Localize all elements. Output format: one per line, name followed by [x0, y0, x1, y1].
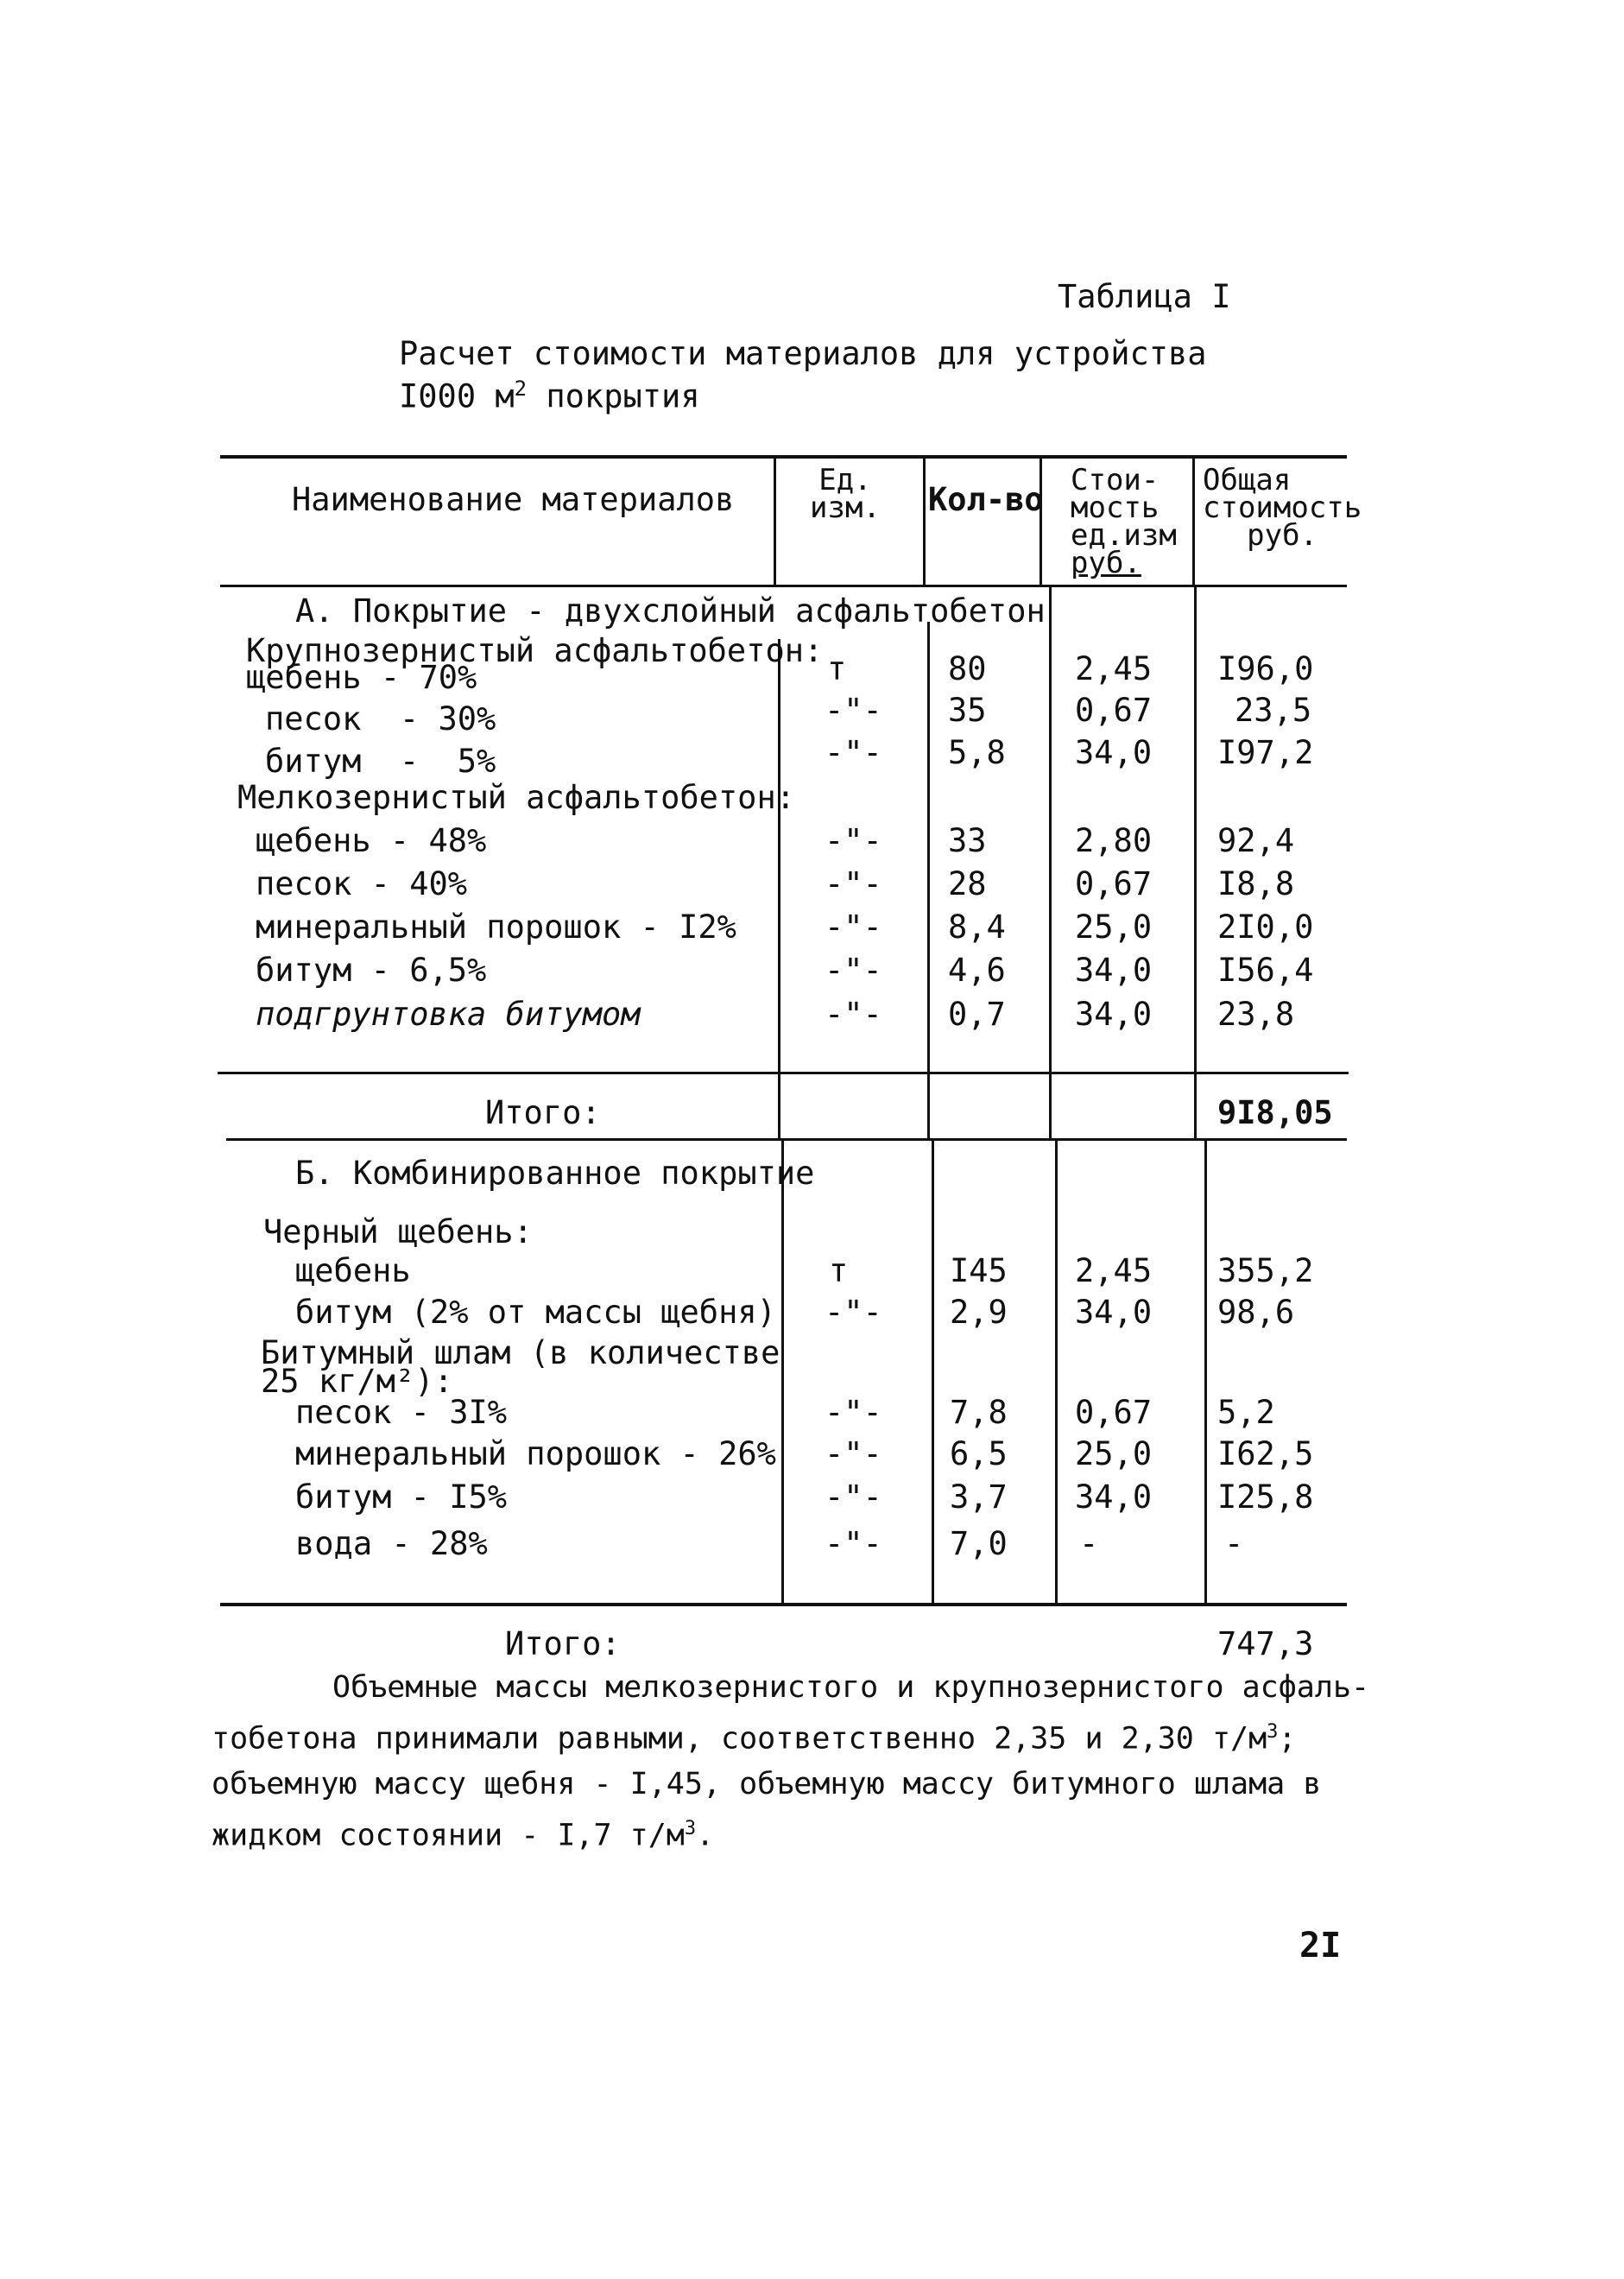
row-fine-1-qty: 28 [948, 865, 987, 902]
row-fine-4-name: подгрунтовка битумом [256, 996, 641, 1033]
row-fine-4-qty: 0,7 [948, 996, 1006, 1033]
row-fine-2-price: 25,0 [1075, 908, 1153, 946]
row-fine-3-name: битум - 6,5% [256, 952, 487, 989]
row-coarse-0-unit: т [827, 650, 847, 687]
col-rule-2-b [932, 1141, 934, 1603]
slurry-title-line1: Битумный шлам (в количестве [261, 1334, 780, 1371]
row-fine-2-unit: -"- [825, 908, 882, 946]
row-slurry-3-qty: 7,0 [950, 1525, 1008, 1562]
header-unit-cost-line: Стои- [1071, 463, 1160, 497]
table-title-line2 [399, 377, 700, 415]
row-fine-1-name: песок - 40% [256, 865, 468, 902]
row-slurry-1-qty: 6,5 [950, 1435, 1008, 1472]
row-black-0-qty: I45 [950, 1252, 1008, 1289]
row-fine-2-qty: 8,4 [948, 908, 1006, 946]
col-rule-1-header [774, 455, 776, 585]
section-b-title: Б. Комбинированное покрытие [295, 1155, 815, 1192]
note-line-4-sup: 3 [684, 1817, 697, 1839]
row-black-1-qty: 2,9 [950, 1294, 1008, 1331]
row-fine-4-unit: -"- [825, 996, 882, 1033]
col-rule-3-b [1055, 1141, 1058, 1603]
note-paragraph [212, 1665, 1369, 1858]
row-coarse-1-price: 0,67 [1075, 692, 1153, 729]
row-slurry-3-name: вода - 28% [295, 1525, 488, 1562]
slurry-title-line2: 25 кг/м²): [261, 1363, 453, 1400]
row-black-0-name: щебень [295, 1252, 411, 1289]
row-fine-4-total: 23,8 [1217, 996, 1295, 1033]
header-unit-cost-line: руб. [1071, 546, 1141, 580]
note-line-4 [212, 1807, 1369, 1858]
col-rule-1-a [778, 639, 780, 1140]
header-qty-text: Кол-во [928, 481, 1044, 518]
row-coarse-2-qty: 5,8 [948, 734, 1006, 771]
row-fine-0-price: 2,80 [1075, 822, 1153, 859]
row-slurry-0-unit: -"- [825, 1394, 882, 1431]
col-rule-4-b [1204, 1141, 1207, 1603]
header-name: Наименование материалов [292, 481, 735, 518]
header-unit-line: Ед. [818, 463, 872, 497]
row-black-0-unit: т [829, 1252, 849, 1289]
section-a-total-label: Итого: [485, 1094, 601, 1131]
table-bottom-rule [220, 1603, 1347, 1606]
black-gravel-title: Черный щебень: [263, 1213, 533, 1250]
row-fine-2-total: 2I0,0 [1217, 908, 1314, 946]
section-b-total-label: Итого: [505, 1625, 621, 1662]
header-total-cost [1203, 463, 1362, 553]
row-slurry-2-total: I25,8 [1217, 1478, 1314, 1516]
section-b-total-value: 747,3 [1217, 1625, 1314, 1662]
row-fine-2-name: минеральный порошок - I2% [256, 908, 736, 946]
table-top-rule [220, 455, 1347, 459]
row-black-1-name: битум (2% от массы щебня) [295, 1294, 776, 1331]
row-black-0-price: 2,45 [1075, 1252, 1153, 1289]
row-fine-3-total: I56,4 [1217, 952, 1314, 989]
title-suffix: покрытия [527, 377, 700, 415]
col-rule-2-header [923, 455, 926, 585]
page-number: 2I [1299, 1926, 1342, 1966]
header-unit [810, 463, 881, 525]
row-slurry-0-total: 5,2 [1217, 1394, 1275, 1431]
header-unit-cost [1071, 463, 1177, 580]
row-fine-0-total: 92,4 [1217, 822, 1295, 859]
row-fine-1-unit: -"- [825, 865, 882, 902]
row-black-1-total: 98,6 [1217, 1294, 1295, 1331]
row-coarse-0-name: щебень - 70% [246, 659, 477, 696]
row-slurry-1-name: минеральный порошок - 26% [295, 1435, 776, 1472]
note-line-2-sup: 3 [1267, 1721, 1279, 1743]
row-coarse-1-qty: 35 [948, 692, 987, 729]
header-total-line: руб. [1247, 518, 1318, 553]
note-line-4-text: жидком состоянии - I,7 т/м [212, 1818, 685, 1853]
section-a-bottom-rule [218, 1072, 1349, 1074]
note-line-2 [212, 1710, 1369, 1762]
row-slurry-2-unit: -"- [825, 1478, 882, 1516]
row-coarse-0-total: I96,0 [1217, 650, 1314, 687]
row-slurry-3-total: - [1224, 1525, 1244, 1562]
table-title-line1: Расчет стоимости материалов для устройства [399, 335, 1207, 372]
header-total-line: Общая [1203, 463, 1292, 497]
row-coarse-1-unit: -"- [825, 692, 882, 729]
title-superscript: 2 [514, 377, 528, 401]
row-slurry-1-price: 25,0 [1075, 1435, 1153, 1472]
row-slurry-2-price: 34,0 [1075, 1478, 1153, 1516]
header-unit-cost-line: ед.изм [1071, 518, 1177, 553]
row-coarse-0-qty: 80 [948, 650, 987, 687]
row-fine-0-name: щебень - 48% [256, 822, 487, 859]
col-rule-4-a [1194, 587, 1197, 1140]
row-coarse-1-total: 23,5 [1235, 692, 1312, 729]
col-rule-3-a [1049, 587, 1052, 1140]
row-slurry-0-name: песок - 3I% [295, 1394, 508, 1431]
row-slurry-1-unit: -"- [825, 1435, 882, 1472]
row-slurry-0-qty: 7,8 [950, 1394, 1008, 1431]
header-total-line: стоимость [1203, 491, 1362, 525]
row-slurry-0-price: 0,67 [1075, 1394, 1153, 1431]
section-a-total-rule [226, 1138, 1347, 1141]
col-rule-3-header [1039, 455, 1042, 585]
header-qty [928, 481, 1044, 518]
row-fine-4-price: 34,0 [1075, 996, 1153, 1033]
row-coarse-2-name: битум - 5% [265, 743, 496, 780]
col-rule-4-header [1192, 455, 1195, 585]
section-a-title: А. Покрытие - двухслойный асфальтобетон [295, 592, 1046, 630]
row-fine-3-unit: -"- [825, 952, 882, 989]
header-unit-line: изм. [810, 491, 881, 525]
title-area-text: I000 м [399, 377, 515, 415]
col-rule-2-a [927, 622, 930, 1140]
coarse-asphalt-title: Крупнозернистый асфальтобетон: [246, 632, 824, 669]
row-coarse-2-unit: -"- [825, 734, 882, 771]
row-slurry-2-name: битум - I5% [295, 1478, 508, 1516]
note-line-3: объемную массу щебня - I,45, объемную массу битумного шлама в [212, 1766, 1322, 1801]
row-coarse-2-price: 34,0 [1075, 734, 1153, 771]
header-unit-cost-line: мость [1071, 491, 1160, 525]
row-slurry-2-qty: 3,7 [950, 1478, 1008, 1516]
note-line-2-end: ; [1278, 1721, 1297, 1757]
row-black-1-price: 34,0 [1075, 1294, 1153, 1331]
row-coarse-0-price: 2,45 [1075, 650, 1153, 687]
table-label: Таблица I [1058, 278, 1231, 315]
note-line-4-end: . [696, 1818, 715, 1853]
row-fine-0-unit: -"- [825, 822, 882, 859]
row-coarse-2-total: I97,2 [1217, 734, 1314, 771]
row-fine-0-qty: 33 [948, 822, 987, 859]
section-a-total-value: 9I8,05 [1217, 1094, 1333, 1131]
row-black-1-unit: -"- [825, 1294, 882, 1331]
col-rule-1-b [781, 1141, 784, 1603]
header-bottom-rule [220, 585, 1347, 587]
note-line-1: Объемные массы мелкозернистого и крупнозернистого асфаль- [332, 1670, 1370, 1705]
row-slurry-3-unit: -"- [825, 1525, 882, 1562]
note-line-2-text: тобетона принимали равными, соответственно 2,35 и 2,30 т/м [212, 1721, 1267, 1757]
fine-asphalt-title: Мелкозернистый асфальтобетон: [237, 779, 796, 816]
row-fine-1-price: 0,67 [1075, 865, 1153, 902]
row-fine-3-qty: 4,6 [948, 952, 1006, 989]
row-black-0-total: 355,2 [1217, 1252, 1314, 1289]
row-slurry-1-total: I62,5 [1217, 1435, 1314, 1472]
row-coarse-1-name: песок - 30% [265, 700, 496, 738]
row-slurry-3-price: - [1079, 1525, 1099, 1562]
row-fine-1-total: I8,8 [1217, 865, 1295, 902]
row-fine-3-price: 34,0 [1075, 952, 1153, 989]
